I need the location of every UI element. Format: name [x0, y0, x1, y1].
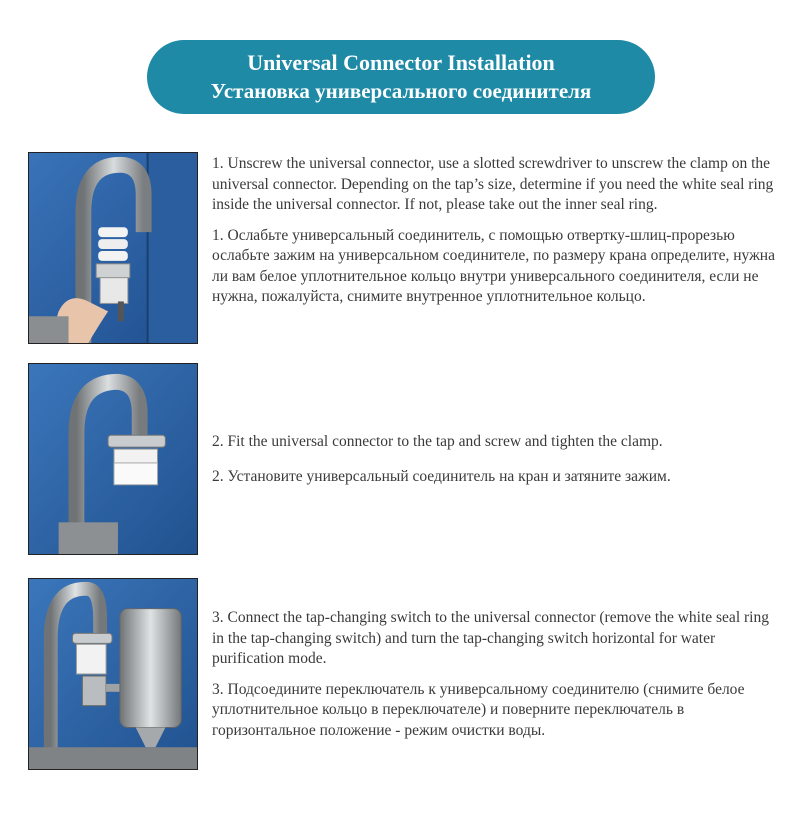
- title-banner: [147, 40, 655, 114]
- step-3-photo: [28, 578, 198, 770]
- step-1-russian: 1. Ослабьте универсальный соединитель, с помощью отвертку-шлиц-прорезью ослабьте зажим на универсальном соединителе, по размеру крана определите, нужна ли вам белое уплотнительное кольцо внутри универсального соединителя, если не нужна, пожалуйста, снимите внутренное уплотнительное кольцо.: [212, 226, 775, 305]
- title-russian: Установка универсального соединителя: [210, 79, 592, 103]
- step-3-english: 3. Connect the tap-changing switch to the universal connector (remove the white seal ring in the tap-changing switch) and turn the tap-changing switch horizontal for water purification mode.: [212, 609, 769, 667]
- title-english: Universal Connector Installation: [247, 50, 555, 75]
- step-1-english: 1. Unscrew the universal connector, use a slotted screwdriver to unscrew the clamp on the universal connector. Depending on the tap’s size, determine if you need the white seal ring inside the universal connector. If not, please take out the inner seal ring.: [212, 155, 774, 213]
- step-2-russian: 2. Установите универсальный соединитель на кран и затяните зажим.: [212, 467, 671, 485]
- step-3-text: [212, 608, 777, 751]
- step-2-text: [212, 432, 777, 497]
- step-3-russian: 3. Подсоедините переключатель к универсальному соединителю (снимите белое уплотнительное кольцо в переключателе) и поверните переключатель в горизонтальное положение - режим очистки воды.: [212, 680, 745, 739]
- step-2-photo: [28, 363, 198, 555]
- step-1-photo: [28, 152, 198, 344]
- step-2-english: 2. Fit the universal connector to the tap and screw and tighten the clamp.: [212, 433, 663, 450]
- step-1-text: [212, 154, 777, 318]
